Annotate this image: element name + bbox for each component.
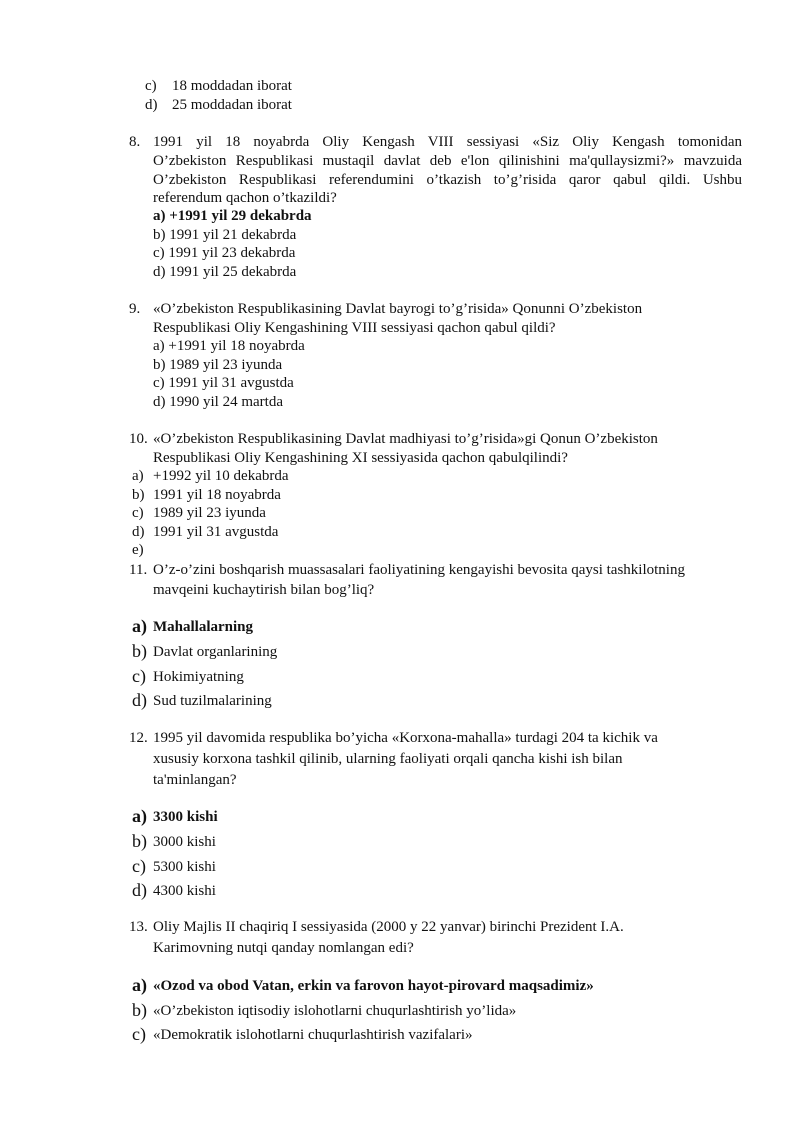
question-text-line: referendum qachon o’tkazildi? <box>153 190 337 206</box>
option-letter: c) <box>132 1024 146 1044</box>
question-text-line: ta'minlangan? <box>153 772 237 788</box>
question-text-line: 1995 yil davomida respublika bo’yicha «Korxona-mahalla» turdagi 204 ta kichik va <box>153 730 658 746</box>
option-letter: d) <box>132 524 145 540</box>
option-letter: d) <box>145 97 158 113</box>
question-number: 13. <box>129 919 148 935</box>
option-letter: b) <box>132 641 147 661</box>
option-text: 1991 yil 31 avgustda <box>153 524 279 540</box>
question-text-line: Respublikasi Oliy Kengashining VIII sessiyasi qachon qabul qildi? <box>153 320 556 336</box>
option-letter: c) <box>132 666 146 686</box>
option-text: 5300 kishi <box>153 859 216 875</box>
option-text: «Demokratik islohotlarni chuqurlashtirish vazifalari» <box>153 1027 473 1043</box>
option-text: 18 moddadan iborat <box>172 78 292 94</box>
question-text-line: Respublikasi Oliy Kengashining XI sessiyasida qachon qabulqilindi? <box>153 450 568 466</box>
option-letter: a) <box>132 975 147 995</box>
question-text-line: «O’zbekiston Respublikasining Davlat bayrogi to’g’risida» Qonunni O’zbekiston <box>153 301 643 317</box>
option-letter: c) <box>132 505 144 521</box>
option-text: Davlat organlarining <box>153 644 278 660</box>
option-text: 25 moddadan iborat <box>172 97 292 113</box>
question-text-line: 1991 yil 18 noyabrda Oliy Kengash VIII sessiyasi «Siz Oliy Kengash tomonidan <box>153 134 742 150</box>
option-letter: b) <box>132 831 147 851</box>
question-text-line: O’zbekiston Respublikasi mustaqil davlat deb e'lon qilinishini ma'qullaysizmi?» mavzuida <box>153 153 742 169</box>
option-letter: c) <box>132 856 146 876</box>
question-text-line: O’z-o’zini boshqarish muassasalari faoliyatining kengayishi bevosita qaysi tashkilotning <box>153 562 685 578</box>
option-text: «O’zbekiston iqtisodiy islohotlarni chuqurlashtirish yo’lida» <box>153 1003 517 1019</box>
correct-option-text: 3300 kishi <box>153 809 218 825</box>
question-number: 12. <box>129 730 148 746</box>
option-letter: a) <box>132 468 144 484</box>
question-text-line: Oliy Majlis II chaqiriq I sessiyasida (2000 y 22 yanvar) birinchi Prezident I.A. <box>153 919 624 935</box>
option: b) 1991 yil 21 dekabrda <box>153 227 297 243</box>
option: d) 1991 yil 25 dekabrda <box>153 264 297 280</box>
correct-option: a) +1991 yil 29 dekabrda <box>153 208 312 224</box>
correct-option-text: «Ozod va obod Vatan, erkin va farovon hayot-pirovard maqsadimiz» <box>153 978 594 994</box>
option-letter: b) <box>132 1000 147 1020</box>
question-number: 11. <box>129 562 148 578</box>
option-letter: d) <box>132 690 147 710</box>
option-text: 1989 yil 23 iyunda <box>153 505 266 521</box>
option-letter: a) <box>132 806 147 826</box>
option: c) 1991 yil 23 dekabrda <box>153 245 296 261</box>
option-letter: c) <box>145 78 157 94</box>
option: a) +1991 yil 18 noyabrda <box>153 338 305 354</box>
option-text: 4300 kishi <box>153 883 216 899</box>
question-text-line: xususiy korxona tashkil qilinib, ularning faoliyati orqali qancha kishi ish bilan <box>153 751 623 767</box>
option: c) 1991 yil 31 avgustda <box>153 375 294 391</box>
question-number: 9. <box>129 301 141 317</box>
option-letter: e) <box>132 542 144 558</box>
option-text: 3000 kishi <box>153 834 216 850</box>
question-text-line: Karimovning nutqi qanday nomlangan edi? <box>153 940 414 956</box>
question-number: 8. <box>129 134 141 150</box>
option-text: Sud tuzilmalarining <box>153 693 272 709</box>
option-letter: d) <box>132 880 147 900</box>
option: d) 1990 yil 24 martda <box>153 394 283 410</box>
option: b) 1989 yil 23 iyunda <box>153 357 283 373</box>
question-text-line: O’zbekiston Respublikasi referendumini o’tkazish to’g’risida qaror qabul qildi. Ushbu <box>153 172 742 188</box>
option-text: Hokimiyatning <box>153 669 244 685</box>
option-text: +1992 yil 10 dekabrda <box>153 468 289 484</box>
correct-option-text: Mahallalarning <box>153 619 254 635</box>
question-number: 10. <box>129 431 148 447</box>
option-text: 1991 yil 18 noyabrda <box>153 487 281 503</box>
option-letter: b) <box>132 487 145 503</box>
question-text-line: mavqeini kuchaytirish bilan bog’liq? <box>153 582 375 598</box>
option-letter: a) <box>132 616 147 636</box>
question-text-line: «O’zbekiston Respublikasining Davlat madhiyasi to’g’risida»gi Qonun O’zbekiston <box>153 431 658 447</box>
